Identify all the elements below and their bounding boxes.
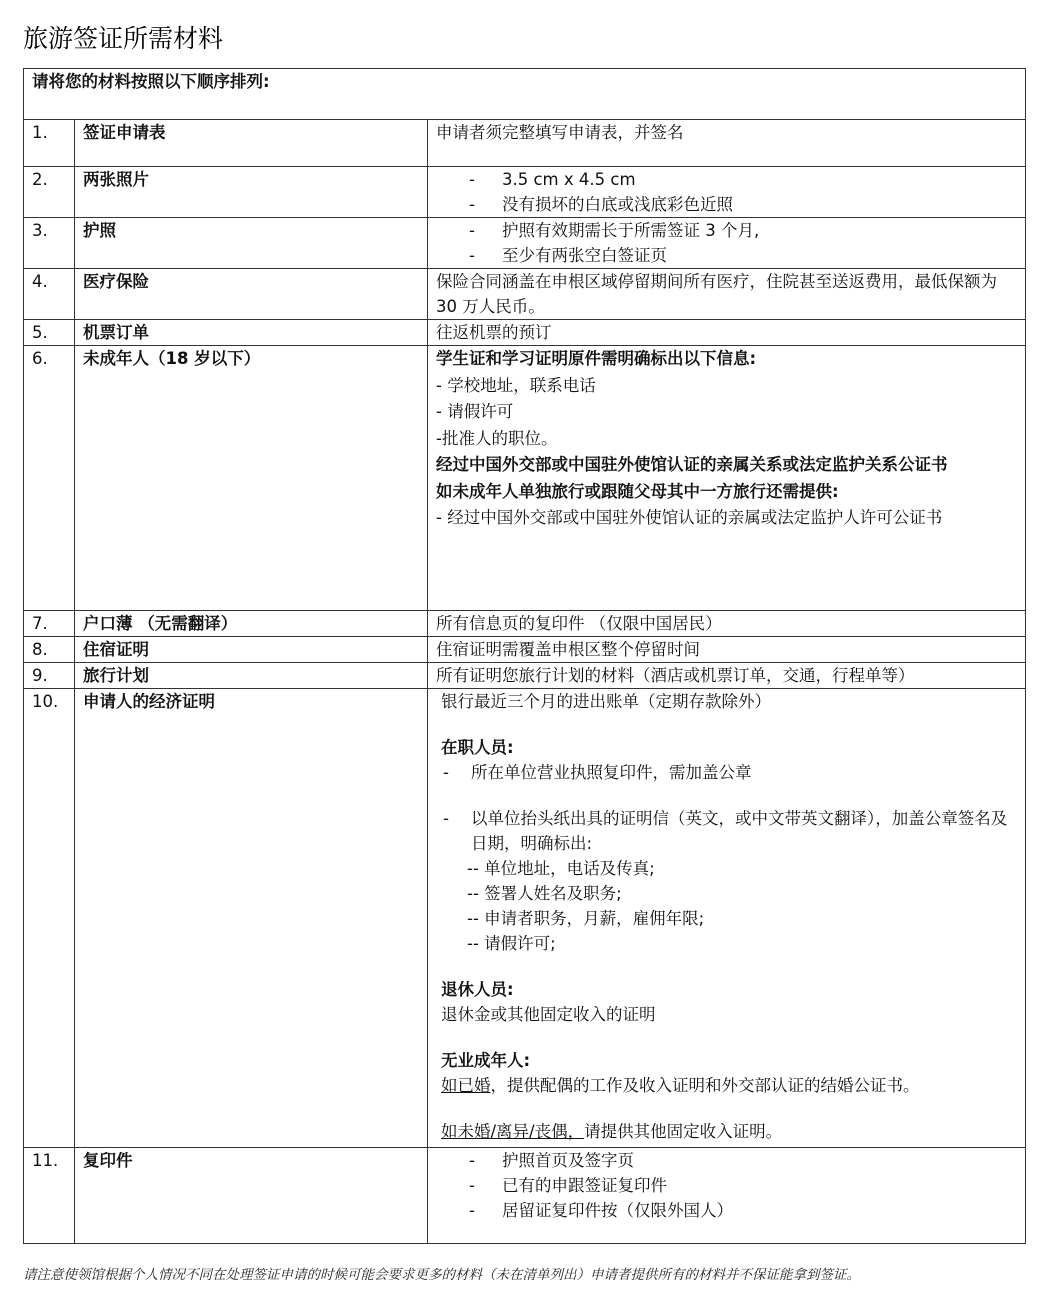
row-description: 住宿证明需覆盖申根区整个停留时间 — [428, 637, 1026, 663]
employed-item: - 所在单位营业执照复印件，需加盖公章 — [441, 760, 1017, 785]
unmarried-underlined: 如未婚/离异/丧偶， — [441, 1122, 585, 1141]
row-description — [428, 167, 1026, 218]
table-row — [24, 167, 1026, 218]
minor-line: -批准人的职位。 — [436, 428, 558, 448]
row-item: 住宿证明 — [75, 637, 428, 663]
row-item: 护照 — [75, 218, 428, 269]
retired-heading: 退休人员: — [441, 980, 514, 999]
row-number: 11. — [24, 1148, 75, 1244]
table-row — [24, 120, 1026, 167]
list-item: - 至少有两张空白签证页 — [469, 243, 1017, 268]
table-row — [24, 1148, 1026, 1244]
employed-subitem: -- 申请者职务，月薪，雇佣年限; — [467, 909, 705, 928]
row-number: 9. — [24, 663, 75, 689]
bank-statement: 银行最近三个月的进出账单（定期存款除外） — [441, 692, 771, 711]
footnote: 请注意使领馆根据个人情况不同在处理签证申请的时候可能会要求更多的材料（未在清单列出）申请者提供所有的材料并不保证能拿到签证。 — [23, 1267, 860, 1283]
employed-subitem: -- 单位地址，电话及传真; — [467, 859, 655, 878]
row-description: 所有信息页的复印件 （仅限中国居民） — [428, 611, 1026, 637]
row-number: 6. — [24, 346, 75, 611]
list-item: - 3.5 cm x 4.5 cm — [469, 167, 1017, 192]
married-underlined: 如已婚 — [441, 1076, 491, 1095]
married-rest: ，提供配偶的工作及收入证明和外交部认证的结婚公证书。 — [490, 1076, 920, 1095]
table-row — [24, 320, 1026, 346]
row-number: 10. — [24, 689, 75, 1148]
minor-line: - 请假许可 — [436, 402, 514, 421]
list-item: - 居留证复印件按（仅限外国人） — [469, 1198, 1017, 1223]
employed-subitem: -- 签署人姓名及职务; — [467, 884, 622, 903]
minor-line: - 学校地址，联系电话 — [436, 375, 596, 395]
table-row — [24, 346, 1026, 611]
row-number: 5. — [24, 320, 75, 346]
row-description — [428, 1148, 1026, 1244]
list-item: - 护照有效期需长于所需签证 3 个月, — [469, 218, 1017, 243]
row-item: 两张照片 — [75, 167, 428, 218]
list-item: - 护照首页及签字页 — [469, 1148, 1017, 1173]
unmarried-line — [441, 1119, 1017, 1144]
unmarried-rest: 请提供其他固定收入证明。 — [584, 1122, 783, 1141]
row-item: 机票订单 — [75, 320, 428, 346]
minor-heading: 学生证和学习证明原件需明确标出以下信息: — [436, 349, 757, 368]
row-item: 户口薄 （无需翻译） — [75, 611, 428, 637]
minor-heading: 如未成年人单独旅行或跟随父母其中一方旅行还需提供: — [436, 481, 839, 501]
row-description: 申请者须完整填写申请表，并签名 — [428, 120, 1026, 167]
row-number: 3. — [24, 218, 75, 269]
employed-heading: 在职人员: — [441, 738, 514, 757]
list-item: - 已有的申跟签证复印件 — [469, 1173, 1017, 1198]
row-item: 旅行计划 — [75, 663, 428, 689]
intro-text: 请将您的材料按照以下顺序排列: — [24, 69, 1026, 120]
table-row — [24, 611, 1026, 637]
row-number: 4. — [24, 269, 75, 320]
row-number: 2. — [24, 167, 75, 218]
minor-heading: 经过中国外交部或中国驻外使馆认证的亲属关系或法定监护关系公证书 — [436, 455, 948, 474]
list-item: - 没有损坏的白底或浅底彩色近照 — [469, 192, 1017, 217]
requirements-table — [23, 68, 1026, 1244]
employed-subitem: -- 请假许可; — [467, 934, 556, 953]
table-row — [24, 637, 1026, 663]
row-item: 签证申请表 — [75, 120, 428, 167]
table-row — [24, 663, 1026, 689]
row-number: 8. — [24, 637, 75, 663]
row-item: 未成年人（18 岁以下） — [75, 346, 428, 611]
page-title: 旅游签证所需材料 — [23, 24, 224, 53]
row-description: 保险合同涵盖在申根区域停留期间所有医疗，住院甚至送返费用，最低保额为 30 万人民币。 — [428, 269, 1026, 320]
employed-item: - 以单位抬头纸出具的证明信（英文，或中文带英文翻译），加盖公章签名及日期，明确标出: — [441, 806, 1017, 856]
row-description — [428, 346, 1026, 611]
row-item: 申请人的经济证明 — [75, 689, 428, 1148]
table-intro-row — [24, 69, 1026, 120]
row-description — [428, 689, 1026, 1148]
row-description: 往返机票的预订 — [428, 320, 1026, 346]
row-number: 1. — [24, 120, 75, 167]
retired-text: 退休金或其他固定收入的证明 — [441, 1005, 656, 1024]
table-row — [24, 269, 1026, 320]
minor-line: - 经过中国外交部或中国驻外使馆认证的亲属或法定监护人许可公证书 — [436, 508, 943, 527]
unemployed-heading: 无业成年人: — [441, 1051, 531, 1070]
married-line — [441, 1073, 1017, 1098]
row-description — [428, 218, 1026, 269]
row-item: 医疗保险 — [75, 269, 428, 320]
row-description: 所有证明您旅行计划的材料（酒店或机票订单，交通，行程单等） — [428, 663, 1026, 689]
table-row — [24, 689, 1026, 1148]
table-row — [24, 218, 1026, 269]
row-item: 复印件 — [75, 1148, 428, 1244]
row-number: 7. — [24, 611, 75, 637]
